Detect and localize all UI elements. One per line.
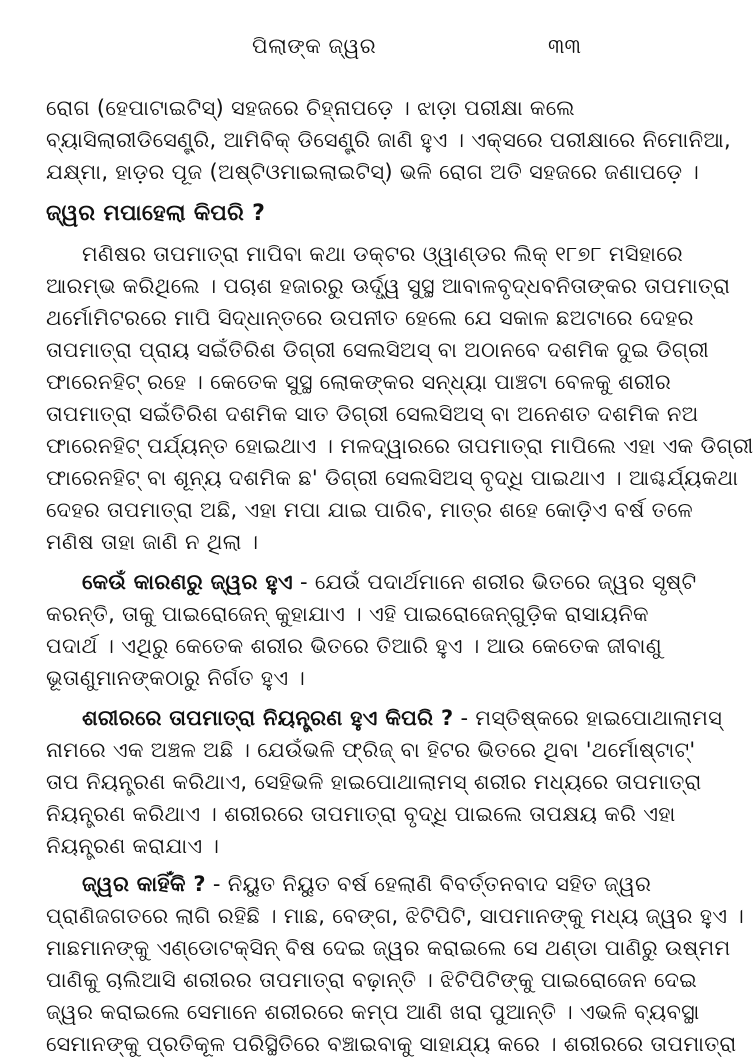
paragraph-lead-line [82, 566, 697, 598]
paragraph-lead-line [82, 702, 723, 734]
text-line: ମାଛମାନଙ୍କୁ ଏଣ୍ଡୋଟକ୍ସିନ୍ ବିଷ ଦେଇ ଜ୍ୱର କରାଇଲେ ସେ ଥଣ୍ଡା ପାଣିରୁ ଉଷ୍ମମ [46, 936, 731, 960]
text-line: ମଣିଷର ତାପମାତ୍ରା ମାପିବା କଥା ଡକ୍ଟର ଓ୍ୱାଣ୍ଡର ଲିକ୍ ୧୮୭୮ ମସିହାରେ [82, 242, 683, 266]
text-line: ନାମରେ ଏକ ଅଞ୍ଚଳ ଅଛି । ଯେଉଁଭଳି ଫ୍ରିଜ୍ ବା ହିଟର ଭିତରେ ଥିବା 'ଥର୍ମୋଷ୍ଟାଟ୍' [46, 738, 696, 762]
text-span: - ନିୟୁତ ନିୟୁତ ବର୍ଷ ହେଲାଣି ବିବର୍ତ୍ତନବାଦ ସହିତ ଜ୍ୱର [205, 872, 652, 896]
text-line: ପ୍ରାଣିଜଗତରେ ଲାଗି ରହିଛି । ମାଛ, ବେଙ୍ଗ, ଝିଟିପିଟି, ସାପମାନଙ୍କୁ ମଧ୍ୟ ଜ୍ୱର ହୁଏ । [46, 904, 745, 928]
text-line: ଦେହର ତାପମାତ୍ରା ଅଛି, ଏହା ମପା ଯାଇ ପାରିବ, ମାତ୍ର ଶହେ କୋଡ଼ିଏ ବର୍ଷ ତଳେ [46, 498, 693, 522]
running-header [0, 28, 600, 68]
text-line: ଯକ୍ଷ୍ମା, ହାଡ଼ର ପୂଜ (ଅଷ୍ଟିଓମାଇଲାଇଟିସ୍‌) ଭଳି ରୋଗ ଅତି ସହଜରେ ଜଣାପଡ଼େ । [46, 160, 700, 184]
text-line: ତାପମାତ୍ରା ସଇଁତିରିଶ ଦଶମିକ ସାତ ଡିଗ୍ରୀ ସେଲସିଅସ୍ ବା ଅନେଶତ ଦଶମିକ ନଅ [46, 402, 699, 426]
text-line: ତାପ ନିୟନ୍ତ୍ରଣ କରିଥାଏ, ସେହିଭଳି ହାଇପୋଥାଲାମସ୍ ଶରୀର ମଧ୍ୟରେ ତାପମାତ୍ରା [46, 770, 702, 794]
text-line: କରନ୍ତି, ତାକୁ ପାଇରୋଜେନ୍ କୁହାଯାଏ । ଏହି ପାଇରୋଜେନ୍‌ଗୁଡ଼ିକ ରାସାୟନିକ [46, 602, 649, 626]
text-line: ରୋଗ (ହେପାଟାଇଟିସ୍‌) ସହଜରେ ଚିହ୍ନାପଡ଼େ । ଝାଡ଼ା ପରୀକ୍ଷା କଲେ [46, 96, 575, 120]
paragraph-lead: ଶରୀରରେ ତାପମାତ୍ରା ନିୟନ୍ତ୍ରଣ ହୁଏ କିପରି ? [82, 706, 454, 730]
text-line: ଥର୍ମୋମିଟରରେ ମାପି ସିଦ୍ଧାନ୍ତରେ ଉପନୀତ ହେଲେ ଯେ ସକାଳ ଛଅଟାରେ ଦେହର [46, 306, 694, 330]
text-line: ଫାରେନହିଟ୍ ପର୍ଯ୍ୟନ୍ତ ହୋଇଥାଏ । ମଳଦ୍ୱାରରେ ତାପମାତ୍ରା ମାପିଲେ ଏହା ଏକ ଡିଗ୍ରୀ [46, 434, 754, 458]
text-line: ନିୟନ୍ତ୍ରଣ କରାଯାଏ । [46, 834, 220, 858]
paragraph-lead: ଜ୍ୱର କାହିଁକି ? [82, 872, 206, 896]
text-line: ଫାରେନହିଟ୍ ରହେ । କେତେକ ସୁସ୍ଥ ଲୋକଙ୍କର ସନ୍ଧ୍ୟା ପାଞ୍ଚଟା ବେଳକୁ ଶରୀର [46, 370, 672, 394]
text-span: - ମସ୍ତିଷ୍କରେ ହାଇପୋଥାଲାମସ୍ [453, 706, 723, 730]
text-line: ଆରମ୍ଭ କରିଥିଲେ । ପଚାଶ ହଜାରରୁ ଊର୍ଦ୍ଧ୍ୱ ସୁସ୍ଥ ଆବାଳବୃଦ୍ଧବନିତାଙ୍କର ତାପମାତ୍ରା [46, 274, 731, 298]
text-line: ଫାରେନହିଟ୍ ବା ଶୂନ୍ୟ ଦଶମିକ ଛ' ଡିଗ୍ରୀ ସେଲସିଅସ୍ ବୃଦ୍ଧି ପାଇଥାଏ । ଆଶ୍ଚର୍ଯ୍ୟକଥା [46, 466, 739, 490]
text-line: ପଦାର୍ଥ । ଏଥିରୁ କେତେକ ଶରୀର ଭିତରେ ତିଆରି ହୁଏ । ଆଉ କେତେକ ଜୀବାଣୁ [46, 634, 662, 658]
text-line: ତାପମାତ୍ରା ପ୍ରାୟ ସଇଁତିରିଶ ଡିଗ୍ରୀ ସେଲସିଅସ୍ ବା ଅଠାନବେ ଦଶମିକ ଦୁଇ ଡିଗ୍ରୀ [46, 338, 710, 362]
text-line: ବ୍ୟାସିଲାରୀଡିସେଣ୍ଟ୍ରି, ଆମିବିକ୍ ଡିସେଣ୍ଟ୍ରି ଜାଣି ହୁଏ । ଏକ୍ସରେ ପରୀକ୍ଷାରେ ନିମୋନିଆ, [46, 128, 731, 152]
page-number: ୩୩ [548, 34, 582, 58]
text-line: ନିୟନ୍ତ୍ରଣ କରିଥାଏ । ଶରୀରରେ ତାପମାତ୍ରା ବୃଦ୍ଧି ପାଇଲେ ତାପକ୍ଷୟ କରି ଏହା [46, 802, 676, 826]
section-heading: ଜ୍ୱର ମପାହେଲା କିପରି ? [46, 201, 266, 226]
text-line: ପାଣିକୁ ଚାଲିଆସି ଶରୀରର ତାପମାତ୍ରା ବଢ଼ାନ୍ତି । ଝିଟିପିଟିଙ୍କୁ ପାଇରୋଜେନ ଦେଇ [46, 968, 698, 992]
text-line: ମଣିଷ ତାହା ଜାଣି ନ ଥିଲା । [46, 530, 259, 554]
text-span: - ଯେଉଁ ପଦାର୍ଥମାନେ ଶରୀର ଭିତରେ ଜ୍ୱର ସୃଷ୍ଟି [292, 570, 697, 594]
paragraph-lead-line [82, 868, 652, 900]
text-line: ସେମାନଙ୍କୁ ପ୍ରତିକୂଳ ପରିସ୍ଥିତିରେ ବଞ୍ଚାଇବାକୁ ସାହାଯ୍ୟ କରେ । ଶରୀରରେ ତାପମାତ୍ରା [46, 1032, 737, 1056]
running-title: ପିଲାଙ୍କ ଜ୍ୱର [252, 34, 377, 58]
paragraph-lead: କେଉଁ କାରଣରୁ ଜ୍ୱର ହୁଏ [82, 570, 293, 594]
text-line: ଜ୍ୱର କରାଇଲେ ସେମାନେ ଶରୀରରେ କମ୍ପ ଆଣି ଖରା ପୁଆନ୍ତି । ଏଭଳି ବ୍ୟବସ୍ଥା [46, 1000, 700, 1024]
text-line: ଭୂତାଣୁମାନଙ୍କଠାରୁ ନିର୍ଗତ ହୁଏ । [46, 666, 306, 690]
